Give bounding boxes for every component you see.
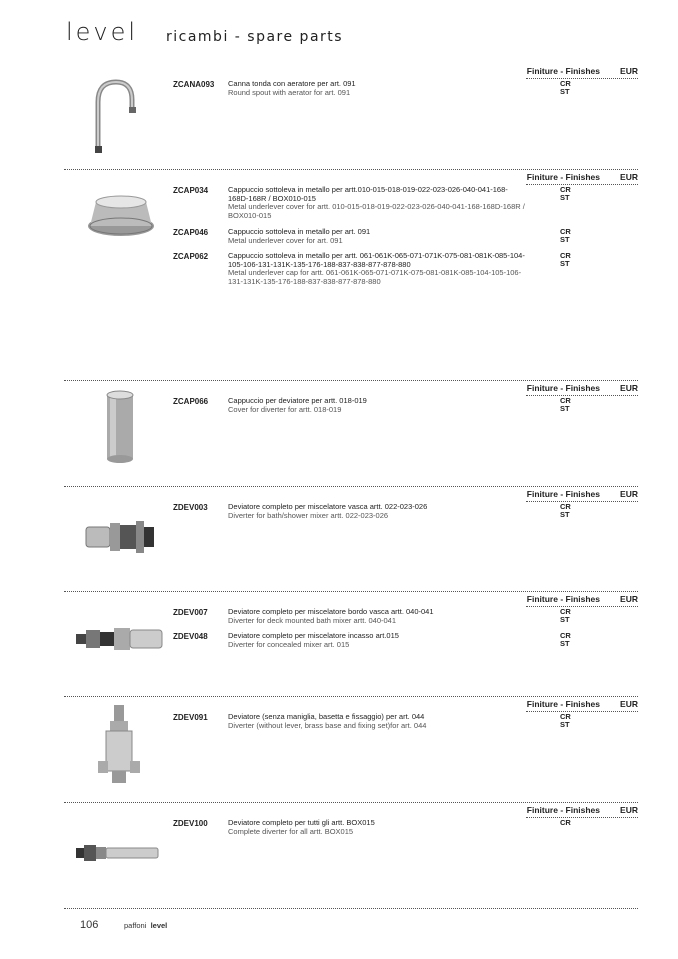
finish-codes: CR ST <box>560 185 571 202</box>
diverter-bath-icon <box>82 517 162 557</box>
part-code: ZDEV003 <box>173 503 208 512</box>
finish-codes: CR ST <box>560 251 571 268</box>
cylinder-cover-icon <box>104 389 136 465</box>
part-description: Cappuccio per deviatore per artt. 018-019 Cover for diverter for artt. 018-019 <box>228 396 367 414</box>
cover-ring-icon <box>86 190 156 240</box>
part-description: Cappuccio sottoleva in metallo per artt.010-015-018-019-022-023-026-040-041-168-168D-168R / BOX010-015 Metal underlever cover for artt. 010-015-018-019-022-023-026-040-041-168-168D-168R / BOX010-015 <box>228 185 525 220</box>
section-cover-caps: Finiture - Finishes EUR ZCAP034 Cappuccio sottoleva in metallo per artt.010-015-018-019-022-023-026-040-041-168-168D-168R / BOX010-015 Metal underlever cover for artt. 010-015-018-019-022-023-026-040-041-168-168D-168R / BOX010-015 CR ST ZCAP046 Cappuccio sottoleva in metallo per art. 091 Metal underlever cover for art. 091 CR ST ZCAP062 Cappuccio sottoleva in metallo per artt. 061-061K-065-071-071K-075-081-081K-085-104-105-106-131-131K-135-176-188-837-838-877-878-880 Metal underlever cap for artt. 061-061K-065-071-071K-075-081-081K-085-104-105-106-131-131K-135-176-188-837-838-877-878-880 CR ST <box>64 172 638 372</box>
section-spout: Finiture - Finishes EUR ZCANA093 Canna tonda con aeratore per art. 091 Round spout with aerator for art. 091 CR ST <box>64 66 638 166</box>
part-description: Canna tonda con aeratore per art. 091 Round spout with aerator for art. 091 <box>228 79 356 97</box>
page-number: 106 <box>80 919 99 931</box>
part-description: Deviatore completo per miscelatore bordo vasca artt. 040-041 Diverter for deck mounted bath mixer artt. 040-041 <box>228 607 434 625</box>
part-description: Cappuccio sottoleva in metallo per artt. 061-061K-065-071-071K-075-081-081K-085-104-105-106-131-131K-135-176-188-837-838-877-878-880 Metal underlever cap for artt. 061-061K-065-071-071K-075-081-081K-085-104-105-106-131-131K-135-176-188-837-838-877-878-880 <box>228 251 525 286</box>
section-diverter-bath: Finiture - Finishes EUR ZDEV003 Deviatore completo per miscelatore vasca artt. 022-023-026 Diverter for bath/shower mixer artt. 022-023-026 CR ST <box>64 489 638 589</box>
section-diverter-cover: Finiture - Finishes EUR ZCAP066 Cappuccio per deviatore per artt. 018-019 Cover for diverter for artt. 018-019 CR ST <box>64 383 638 483</box>
brand-title: level <box>66 18 139 46</box>
finish-codes: CR ST <box>560 607 571 624</box>
section-diverter-brass: Finiture - Finishes EUR ZDEV091 Deviatore (senza maniglia, basetta e fissaggio) per art. 044 Diverter (without lever, brass base and fixing set)for art. 044 CR ST <box>64 699 638 799</box>
list-item <box>173 80 638 110</box>
diverter-box-icon <box>74 843 164 863</box>
diverter-deck-icon <box>74 624 166 654</box>
footer-brand: paffoni level <box>124 921 168 930</box>
part-description: Deviatore completo per miscelatore vasca artt. 022-023-026 Diverter for bath/shower mixer artt. 022-023-026 <box>228 502 428 520</box>
part-code: ZDEV100 <box>173 819 208 828</box>
part-description: Deviatore completo per miscelatore incasso art.015 Diverter for concealed mixer art. 015 <box>228 631 399 649</box>
finish-codes: CR ST <box>560 502 571 519</box>
part-code: ZCANA093 <box>173 80 215 89</box>
finish-codes: CR <box>560 818 571 827</box>
part-code: ZDEV091 <box>173 713 208 722</box>
part-description: Deviatore completo per tutti gli artt. BOX015 Complete diverter for all artt. BOX015 <box>228 818 375 836</box>
finish-codes: CR ST <box>560 227 571 244</box>
part-code: ZDEV048 <box>173 632 208 641</box>
section-diverter-deck: Finiture - Finishes EUR ZDEV007 Deviatore completo per miscelatore bordo vasca artt. 040-041 Diverter for deck mounted bath mixer artt. 040-041 CR ST ZDEV048 Deviatore completo per miscelatore incasso art.015 Diverter for concealed mixer art. 015 CR ST <box>64 594 638 694</box>
section-diverter-box: Finiture - Finishes EUR ZDEV100 Deviatore completo per tutti gli artt. BOX015 Complete diverter for all artt. BOX015 CR <box>64 805 638 905</box>
page-subtitle: ricambi - spare parts <box>166 29 344 45</box>
part-code: ZDEV007 <box>173 608 208 617</box>
part-code: ZCAP066 <box>173 397 209 406</box>
part-code: ZCAP062 <box>173 252 209 261</box>
finish-codes: CR ST <box>560 396 571 413</box>
finish-codes: CR ST <box>560 631 571 648</box>
diverter-brass-icon <box>94 705 144 787</box>
part-code: ZCAP034 <box>173 186 209 195</box>
part-description: Cappuccio sottoleva in metallo per art. 091 Metal underlever cover for art. 091 <box>228 227 371 245</box>
part-code: ZCAP046 <box>173 228 209 237</box>
part-description: Deviatore (senza maniglia, basetta e fissaggio) per art. 044 Diverter (without lever, brass base and fixing set)for art. 044 <box>228 712 427 730</box>
spout-icon <box>84 74 144 154</box>
finish-codes: CR ST <box>560 712 571 729</box>
finish-codes: CR ST <box>560 79 571 96</box>
